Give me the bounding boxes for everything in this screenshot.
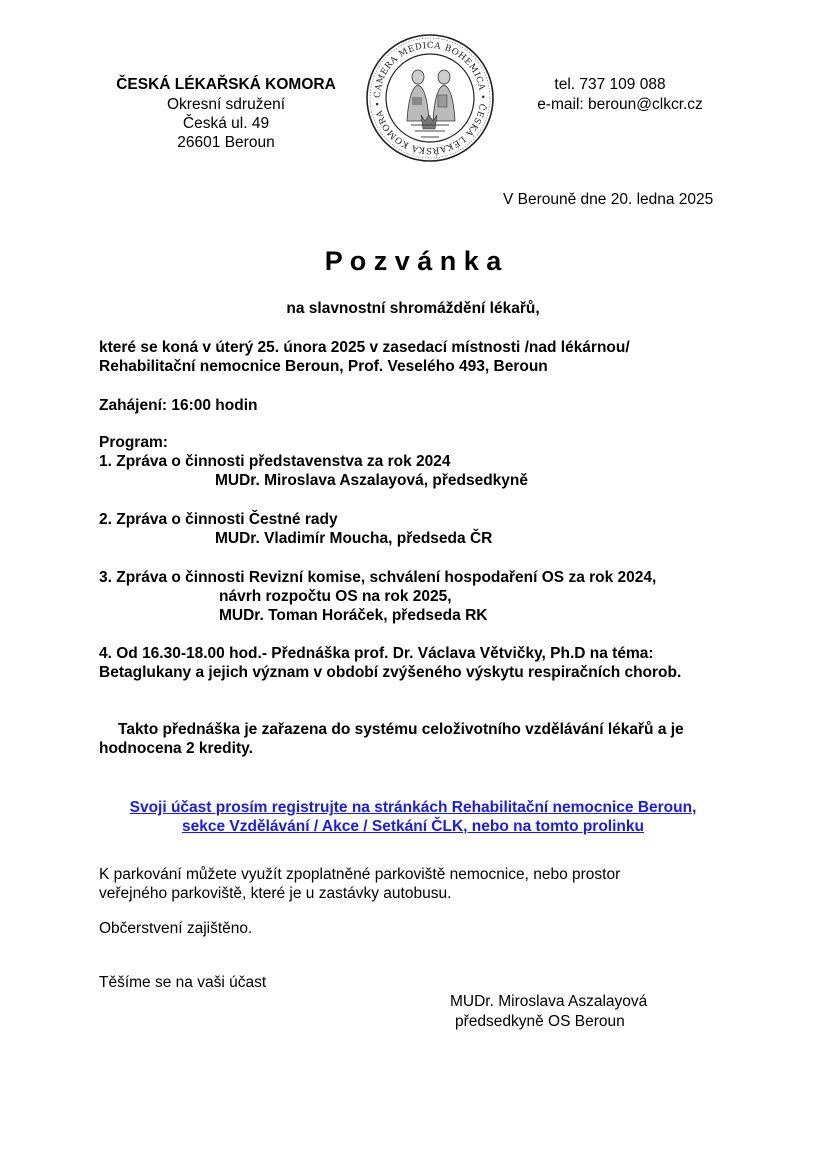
refreshments: Občerstvení zajištěno. [99, 920, 253, 937]
registration-link-line-1[interactable]: Svoji účast prosím registrujte na stránkách Rehabilitační nemocnice Beroun, [129, 799, 697, 816]
org-name: ČESKÁ LÉKAŘSKÁ KOMORA [116, 76, 336, 93]
org-city: 26601 Beroun [177, 134, 275, 151]
org-dept: Okresní sdružení [166, 96, 286, 113]
program-heading: Program: [99, 434, 168, 451]
org-street: Česká ul. 49 [182, 115, 270, 132]
venue-line-1: které se koná v úterý 25. února 2025 v zasedací místnosti /nad lékárnou/ [99, 339, 630, 356]
program-item-1-person: MUDr. Miroslava Aszalayová, předsedkyně [215, 472, 529, 489]
venue-line-2: Rehabilitační nemocnice Beroun, Prof. Veselého 493, Beroun [99, 358, 548, 375]
parking-line-2: veřejného parkoviště, které je u zastávky autobusu. [99, 885, 452, 902]
svg-text:CAMERA MEDICA BOHEMICA • ČESKÁ: CAMERA MEDICA BOHEMICA • ČESKÁ LÉKAŘSKÁ KOMORA • [372, 40, 488, 156]
page-title: P o z v á n k a [324, 246, 502, 276]
program-item-1: 1. Zpráva o činnosti představenstva za rok 2024 [99, 453, 451, 470]
credits-line-2: hodnocena 2 kredity. [99, 740, 253, 757]
contact-phone: tel. 737 109 088 [554, 76, 666, 93]
chamber-seal-logo [365, 33, 495, 163]
start-time: Zahájení: 16:00 hodin [99, 397, 258, 414]
program-item-2: 2. Zpráva o činnosti Čestné rady [99, 511, 338, 528]
parking-line-1: K parkování můžete využít zpoplatněné parkoviště nemocnice, nebo prostor [99, 866, 621, 883]
signature-role: předsedkyně OS Beroun [455, 1013, 625, 1030]
program-item-4: 4. Od 16.30-18.00 hod.- Přednáška prof. Dr. Václava Větvičky, Ph.D na téma: [99, 645, 654, 662]
program-item-3-cont: návrh rozpočtu OS na rok 2025, [219, 588, 452, 605]
program-item-4-cont: Betaglukany a jejich význam v období zvýšeného výskytu respiračních chorob. [99, 664, 682, 681]
program-item-2-person: MUDr. Vladimír Moucha, předseda ČR [215, 530, 493, 547]
date-line: V Berouně dne 20. ledna 2025 [503, 191, 714, 208]
closing: Těšíme se na vaši účast [99, 974, 267, 991]
program-item-3-person: MUDr. Toman Horáček, předseda RK [219, 607, 488, 624]
registration-link-line-2[interactable]: sekce Vzdělávání / Akce / Setkání ČLK, nebo na tomto prolinku [182, 818, 644, 835]
subtitle: na slavnostní shromáždění lékařů, [286, 300, 540, 317]
program-item-3: 3. Zpráva o činnosti Revizní komise, schválení hospodaření OS za rok 2024, [99, 569, 657, 586]
contact-email: e-mail: beroun@clkcr.cz [537, 96, 703, 113]
credits-line-1: Takto přednáška je zařazena do systému celoživotního vzdělávání lékařů a je [118, 721, 684, 738]
signature-name: MUDr. Miroslava Aszalayová [450, 993, 648, 1010]
